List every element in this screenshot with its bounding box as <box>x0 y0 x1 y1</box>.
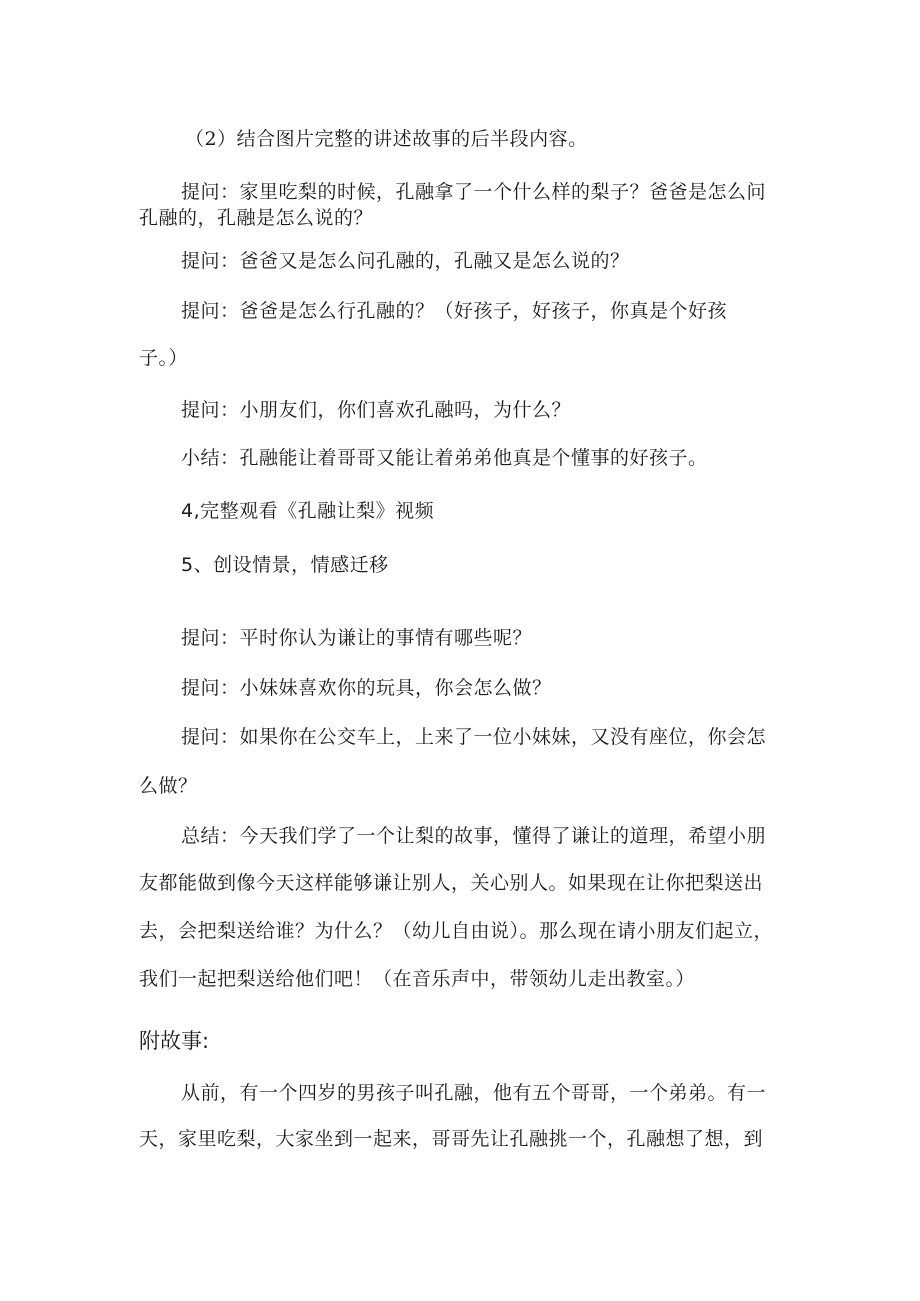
question-6: 提问：小妹妹喜欢你的玩具，你会怎么做？ <box>181 677 552 699</box>
conclusion-line-1: 总结：今天我们学了一个让梨的故事，懂得了谦让的道理，希望小朋 <box>181 825 767 847</box>
step-4: 4,完整观看《孔融让梨》视频 <box>181 500 435 522</box>
question-2: 提问：爸爸又是怎么问孔融的，孔融又是怎么说的？ <box>181 250 630 272</box>
question-7-line-2: 么做？ <box>139 775 198 797</box>
question-3-line-2: 子。） <box>139 347 189 369</box>
appendix-heading: 附故事: <box>139 1029 210 1053</box>
step-5: 5、创设情景，情感迁移 <box>181 554 389 576</box>
conclusion-line-2: 友都能做到像今天这样能够谦让别人，关心别人。如果现在让你把梨送出 <box>139 872 764 894</box>
conclusion-line-4: 我们一起把梨送给他们吧！（在音乐声中，带领幼儿走出教室。） <box>139 968 696 990</box>
question-1-line-2: 孔融的，孔融是怎么说的？ <box>139 207 374 229</box>
story-line-2: 天，家里吃梨，大家坐到一起来，哥哥先让孔融挑一个，孔融想了想，到 <box>139 1128 764 1150</box>
conclusion-line-3: 去，会把梨送给谁？为什么？（幼儿自由说）。那么现在请小朋友们起立， <box>139 920 774 942</box>
question-3-line-1: 提问：爸爸是怎么行孔融的？（好孩子，好孩子，你真是个好孩 <box>181 300 728 322</box>
summary-1: 小结：孔融能让着哥哥又能让着弟弟他真是个懂事的好孩子。 <box>181 447 708 469</box>
story-line-1: 从前，有一个四岁的男孩子叫孔融，他有五个哥哥，一个弟弟。有一 <box>181 1082 767 1104</box>
question-1-line-1: 提问：家里吃梨的时候，孔融拿了一个什么样的梨子？爸爸是怎么问 <box>181 181 767 203</box>
question-7-line-1: 提问：如果你在公交车上，上来了一位小妹妹，又没有座位，你会怎 <box>181 726 767 748</box>
section-2-title: （2）结合图片完整的讲述故事的后半段内容。 <box>185 128 588 150</box>
question-4: 提问：小朋友们，你们喜欢孔融吗，为什么？ <box>181 399 572 421</box>
question-5: 提问：平时你认为谦让的事情有哪些呢？ <box>181 627 533 649</box>
